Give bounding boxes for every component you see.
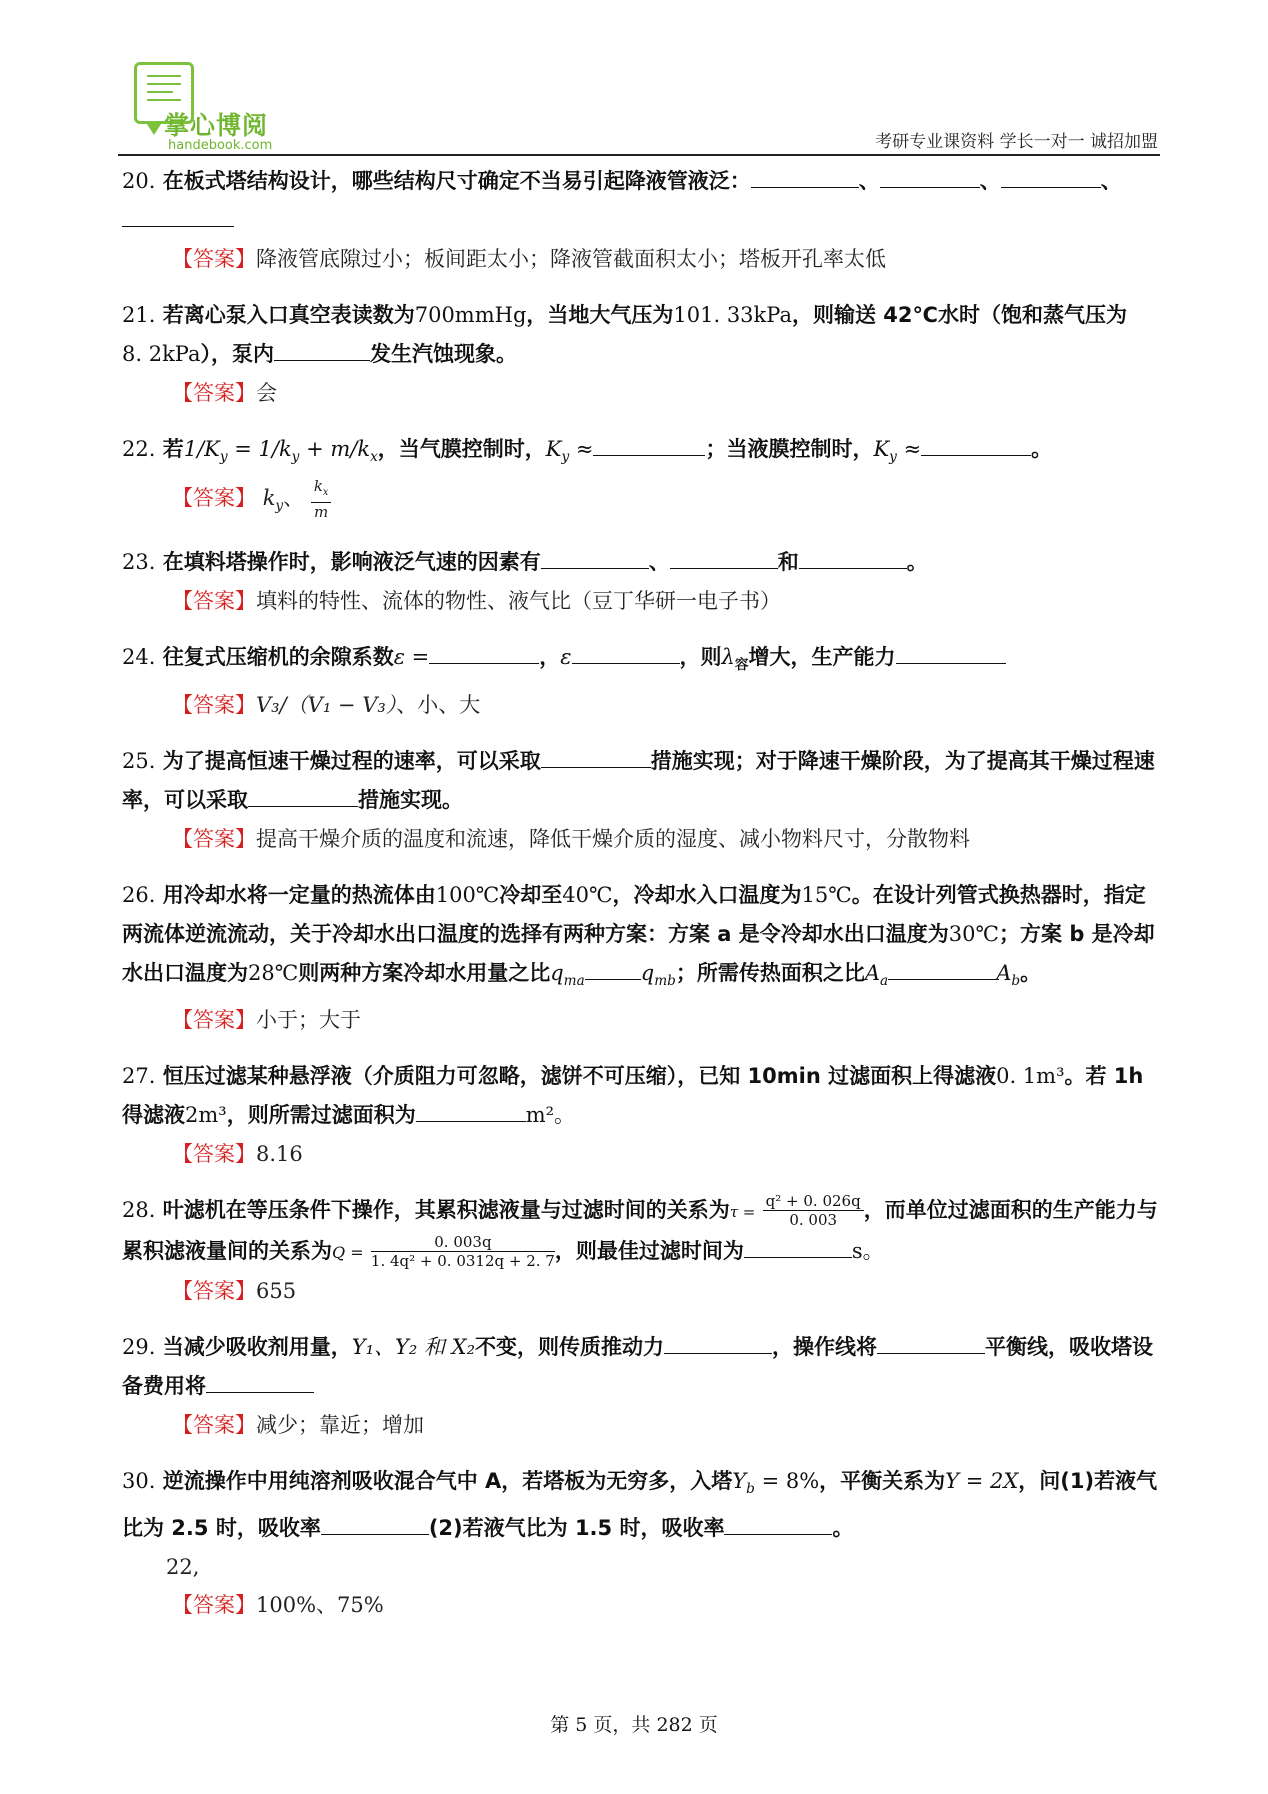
- logo-url: handebook.com: [168, 138, 273, 153]
- page-number: 第 5 页，共 282 页: [550, 1714, 718, 1736]
- header-divider: [118, 154, 1160, 156]
- question-28: 28. 叶滤机在等压条件下操作，其累积滤液量与过滤时间的关系为τ = $\frac{\text{q² + 0. 026q}}{0. 003}$ ，而单位过滤面积的生产能力与累积滤液量间的关系为Q = $\frac{0. 003q}{\text{1. 4q² + 0. 0312q + 2. 7}}$ ，则最佳过滤时间为 s。: [122, 1192, 1158, 1271]
- question-26: 26. 用冷却水将一定量的热流体由100℃冷却至40℃，冷却水入口温度为15℃。在设计列管式换热器时，指定两流体逆流流动，关于冷却水出口温度的选择有两种方案：方案 a 是令冷却水出口温度为30℃；方案 b 是冷却水出口温度为28℃则两种方案冷却水用量之比$q_{ma}$ $q_{mb}$；所需传热面积之比$A_a$ $A_b$。: [122, 882, 1155, 989]
- answer-27: 【答案】8.16: [172, 1141, 303, 1166]
- question-24: 24. 往复式压缩机的余隙系数ε = ，ε ，则$\lambda_容$增大，生产能力: [122, 638, 1162, 685]
- answer-20: 【答案】降液管底隙过小；板间距太小；降液管截面积太小；塔板开孔率太低: [172, 247, 886, 271]
- answer-22: 【答案】 $k_y$、 $\frac{k_x}{m}$: [172, 477, 1162, 525]
- answer-23: 【答案】填料的特性、流体的物性、液气比（豆丁华研一电子书）: [172, 589, 781, 614]
- answer-fraction: $\frac{k_x}{m}$: [311, 477, 332, 521]
- question-20: 20. 在板式塔结构设计，哪些结构尺寸确定不当易引起降液管液泛： 、 、 、: [122, 162, 1162, 240]
- question-23: 23. 在填料塔操作时，影响液泛气速的因素有 、 和 。: [122, 543, 1162, 582]
- answer-21: 【答案】会: [172, 381, 277, 405]
- question-list: [122, 160, 1162, 1624]
- answer-30: 【答案】100%、75%: [172, 1592, 384, 1617]
- answer-29: 【答案】减少；靠近；增加: [172, 1412, 424, 1437]
- answer-25: 【答案】提高干燥介质的温度和流速，降低干燥介质的湿度、减小物料尺寸，分散物料: [172, 826, 970, 851]
- question-22: 22. 若$1/K_y = 1/k_y + m/k_x$，当气膜控制时，$K_y$ ≈ ；当液膜控制时，$K_y$ ≈ 。: [122, 430, 1162, 477]
- answer-24: 【答案】V₃/（V₁ − V₃）、小、大: [172, 692, 481, 717]
- question-29: 29. 当减少吸收剂用量，Y₁、Y₂ 和 X₂不变，则传质推动力 ，操作线将 平衡线，吸收塔设备费用将: [122, 1328, 1162, 1406]
- question-25: 25. 为了提高恒速干燥过程的速率，可以采取 措施实现；对于降速干燥阶段，为了提高其干燥过程速率，可以采取 措施实现。: [122, 742, 1162, 820]
- stray-text: 22,: [166, 1554, 200, 1579]
- question-30: 30. 逆流操作中用纯溶剂吸收混合气中 A，若塔板为无穷多，入塔$Y_b = 8\%$，平衡关系为Y = 2X，问(1)若液气比为 2.5 时，吸收率 (2)若液气比为 1.5 时，吸收率 。: [122, 1468, 1158, 1540]
- tau-fraction: $\frac{\text{q² + 0. 026q}}{0. 003}$: [763, 1192, 864, 1229]
- header-slogan: 考研专业课资料 学长一对一 诚招加盟: [875, 132, 1158, 152]
- logo-name: 掌心博阅: [164, 111, 269, 140]
- answer-26: 【答案】小于；大于: [172, 1007, 361, 1032]
- brand-logo[interactable]: [134, 62, 304, 152]
- question-27: 27. 恒压过滤某种悬浮液（介质阻力可忽略，滤饼不可压缩），已知 10min 过滤面积上得滤液0. 1m³。若 1h 得滤液2m³，则所需过滤面积为 m²。: [122, 1063, 1144, 1127]
- answer-28: 【答案】655: [172, 1278, 297, 1303]
- question-21: 21. 若离心泵入口真空表读数为700mmHg，当地大气压为101. 33kPa，则输送 42℃水时（饱和蒸气压为 8. 2kPa），泵内 发生汽蚀现象。: [122, 303, 1127, 366]
- q-fraction: $\frac{0. 003q}{\text{1. 4q² + 0. 0312q + 2. 7}}$: [370, 1233, 555, 1271]
